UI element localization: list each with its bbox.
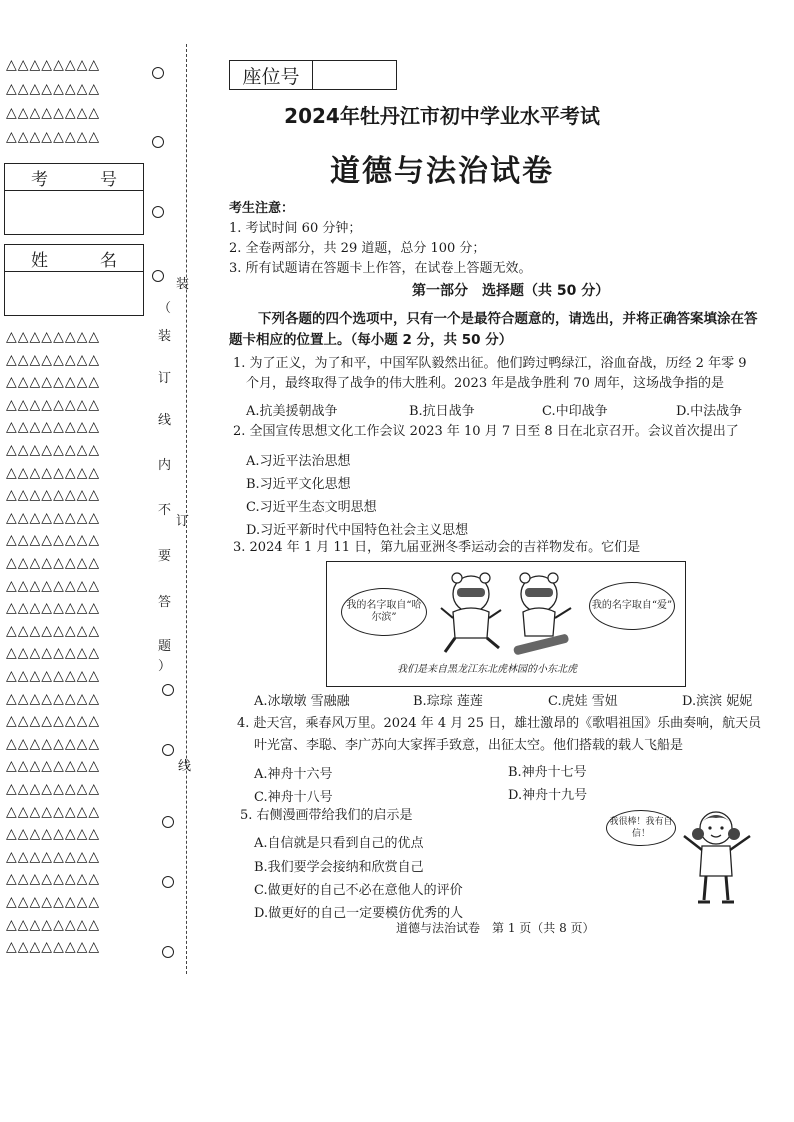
cartoon-speech-bubble: 我很棒！我有自信！ [606, 810, 676, 846]
option-d[interactable]: D.神舟十九号 [508, 788, 588, 803]
binding-circle [162, 876, 174, 888]
question-text: 5. 右侧漫画带给我们的启示是 [240, 808, 413, 823]
binding-text-char: 线 [158, 413, 172, 428]
triangle-row: △△△△△△△△ [6, 826, 101, 843]
exam-number-label-1: 考 [31, 169, 48, 190]
triangle-row: △△△△△△△△ [6, 758, 101, 775]
triangle-row: △△△△△△△△ [6, 329, 101, 345]
option-d[interactable]: D.做更好的自己一定要模仿优秀的人 [254, 906, 464, 921]
triangle-row: △△△△△△△△ [6, 668, 101, 684]
triangle-row: △△△△△△△△ [6, 916, 101, 933]
mascot-figure [326, 561, 686, 687]
binding-text-char: 题 [158, 639, 172, 654]
option-b[interactable]: B.神舟十七号 [508, 765, 587, 780]
option-c[interactable]: C.神舟十八号 [254, 790, 333, 805]
seat-number-field[interactable] [313, 61, 396, 89]
triangle-row: △△△△△△△△ [6, 129, 101, 145]
binding-circle [152, 206, 164, 218]
question-text: 4. 赴天宫，乘春风万里。2024 年 4 月 25 日，雄壮激昂的《歌唱祖国》乐曲奏响，航天员 [237, 716, 762, 731]
binding-circle [162, 946, 174, 958]
triangle-row: △△△△△△△△ [6, 600, 101, 617]
binding-text-char: 装 [176, 277, 190, 292]
tiger-mascots-illustration [433, 568, 583, 664]
triangle-row: △△△△△△△△ [6, 939, 101, 956]
triangle-row: △△△△△△△△ [6, 374, 101, 391]
option-d[interactable]: D.中法战争 [676, 404, 743, 419]
triangle-row: △△△△△△△△ [6, 622, 101, 639]
notice-heading: 考生注意： [229, 201, 295, 216]
part1-instruction: 下列各题的四个选项中，只有一个是最符合题意的，请选出，并将正确答案填涂在答 [258, 311, 758, 327]
triangle-row: △△△△△△△△ [6, 442, 101, 458]
binding-text-char: 装 [158, 329, 172, 344]
binding-text-char: 答 [158, 595, 172, 610]
option-c[interactable]: C.做更好的自己不必在意他人的评价 [254, 883, 463, 898]
name-label-2: 名 [100, 250, 117, 271]
binding-text-char: 线 [178, 759, 192, 774]
binding-circle [152, 270, 164, 282]
binding-text-char: 要 [158, 549, 172, 564]
triangle-row: △△△△△△△△ [6, 396, 101, 413]
exam-title: 2024年牡丹江市初中学业水平考试 [284, 104, 600, 128]
binding-circle [162, 744, 174, 756]
triangle-row: △△△△△△△△ [6, 487, 101, 504]
binding-circle [162, 684, 174, 696]
speech-bubble-left: 我的名字取自“哈尔滨” [341, 588, 427, 636]
name-label-1: 姓 [31, 250, 48, 271]
binding-text-char: 内 [158, 458, 172, 473]
question-text: 3. 2024 年 1 月 11 日，第九届亚洲冬季运动会的吉祥物发布。它们是 [233, 540, 641, 555]
option-d[interactable]: D.习近平新时代中国特色社会主义思想 [246, 523, 469, 538]
option-a[interactable]: A.冰墩墩 雪融融 [254, 694, 350, 709]
question-text: 叶光富、李聪、李广苏向大家挥手致意，出征太空。他们搭载的载人飞船是 [254, 738, 684, 753]
notice-item: 3. 所有试题请在答题卡上作答，在试卷上答题无效。 [229, 261, 532, 276]
triangle-row: △△△△△△△△ [6, 848, 101, 865]
option-b[interactable]: B.习近平文化思想 [246, 477, 351, 492]
triangle-row: △△△△△△△△ [6, 532, 101, 549]
triangle-row: △△△△△△△△ [6, 105, 101, 121]
girl-cartoon-illustration [676, 806, 762, 916]
option-d[interactable]: D.滨滨 妮妮 [682, 694, 753, 709]
question-text: 个月，最终取得了战争的伟大胜利。2023 年是战争胜利 70 周年，这场战争指的是 [246, 376, 725, 391]
option-b[interactable]: B.抗日战争 [409, 404, 475, 419]
option-c[interactable]: C.中印战争 [542, 404, 608, 419]
binding-text-char: ） [158, 659, 172, 674]
speech-bubble-right: 我的名字取自“爱” [589, 582, 675, 630]
triangle-row: △△△△△△△△ [6, 781, 101, 797]
notice-item: 2. 全卷两部分，共 29 道题，总分 100 分； [229, 241, 486, 256]
binding-circle [152, 67, 164, 79]
option-a[interactable]: A.习近平法治思想 [246, 454, 351, 469]
name-box[interactable] [4, 244, 144, 316]
option-c[interactable]: C.虎娃 雪妞 [548, 694, 618, 709]
triangle-row: △△△△△△△△ [6, 735, 101, 752]
question-text: 1. 为了正义，为了和平，中国军队毅然出征。他们跨过鸭绿江，浴血奋战，历经 2 年零 9 [233, 356, 747, 371]
triangle-row: △△△△△△△△ [6, 464, 101, 481]
option-b[interactable]: B.我们要学会接纳和欣赏自己 [254, 860, 424, 875]
triangle-row: △△△△△△△△ [6, 645, 101, 662]
subject-title: 道德与法治试卷 [330, 154, 554, 189]
seat-number-label: 座位号 [230, 61, 313, 89]
triangle-row: △△△△△△△△ [6, 555, 101, 571]
binding-text-char: 订 [176, 514, 190, 529]
part1-heading: 第一部分 选择题（共 50 分） [412, 283, 610, 299]
part1-instruction: 题卡相应的位置上。（每小题 2 分，共 50 分） [229, 332, 513, 348]
binding-circle [162, 816, 174, 828]
triangle-row: △△△△△△△△ [6, 690, 101, 707]
option-a[interactable]: A.自信就是只看到自己的优点 [254, 836, 424, 851]
binding-text-char: （ [158, 301, 172, 316]
notice-item: 1. 考试时间 60 分钟； [229, 221, 362, 236]
triangle-row: △△△△△△△△ [6, 871, 101, 888]
triangle-row: △△△△△△△△ [6, 351, 101, 368]
triangle-row: △△△△△△△△ [6, 57, 101, 73]
triangle-row: △△△△△△△△ [6, 509, 101, 526]
binding-text-char: 不 [158, 503, 172, 518]
triangle-row: △△△△△△△△ [6, 803, 101, 820]
triangle-row: △△△△△△△△ [6, 81, 101, 97]
binding-text-char: 订 [158, 371, 172, 386]
figure-caption: 我们是来自黑龙江东北虎林园的小东北虎 [397, 664, 577, 675]
option-c[interactable]: C.习近平生态文明思想 [246, 500, 377, 515]
option-b[interactable]: B.琮琮 莲莲 [413, 694, 483, 709]
triangle-row: △△△△△△△△ [6, 419, 101, 436]
triangle-row: △△△△△△△△ [6, 713, 101, 730]
option-a[interactable]: A.抗美援朝战争 [246, 404, 338, 419]
triangle-row: △△△△△△△△ [6, 894, 101, 910]
question-text: 2. 全国宣传思想文化工作会议 2023 年 10 月 7 日至 8 日在北京召开。会议首次提出了 [233, 424, 739, 439]
triangle-row: △△△△△△△△ [6, 577, 101, 594]
exam-number-label-2: 号 [100, 169, 117, 190]
option-a[interactable]: A.神舟十六号 [254, 767, 333, 782]
seat-number-box[interactable] [229, 60, 397, 90]
page-footer: 道德与法治试卷 第 1 页（共 8 页） [396, 921, 595, 935]
